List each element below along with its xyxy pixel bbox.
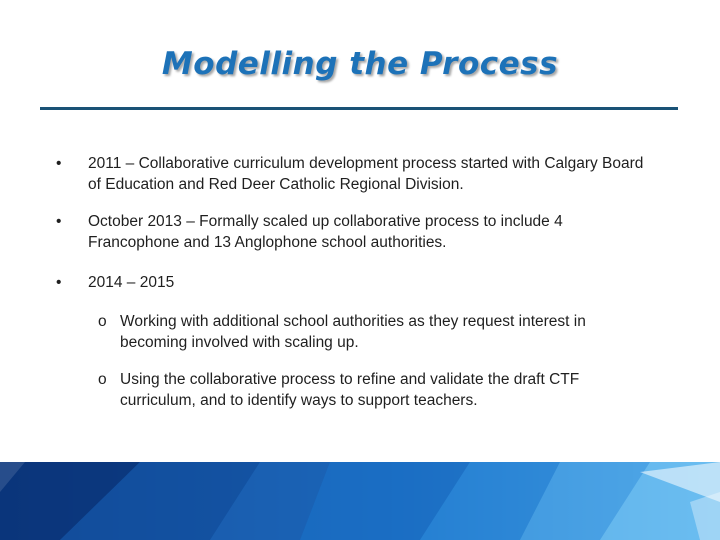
title-divider	[40, 107, 678, 110]
sub-bullet-text: Using the collaborative process to refine and validate the draft CTF curriculum, and to identify ways to support teachers.	[120, 371, 580, 409]
bullet-text: October 2013 – Formally scaled up collaborative process to include 4 Francophone and 13 Anglophone school authorities.	[88, 213, 563, 251]
sub-bullet-marker: o	[98, 313, 107, 330]
sub-bullet-marker: o	[98, 371, 107, 388]
bullet-marker: •	[56, 213, 62, 230]
sub-bullet-text: Working with additional school authorities as they request interest in becoming involved with scaling up.	[120, 313, 586, 351]
bullet-marker: •	[56, 274, 62, 291]
decorative-footer-band	[0, 462, 720, 540]
bullet-text: 2014 – 2015	[88, 274, 175, 291]
bullet-marker: •	[56, 155, 62, 172]
bullet-text: 2011 – Collaborative curriculum development process started with Calgary Board of Education and Red Deer Catholic Regional Division.	[88, 155, 644, 193]
slide-title: Modelling the Process	[161, 46, 559, 82]
